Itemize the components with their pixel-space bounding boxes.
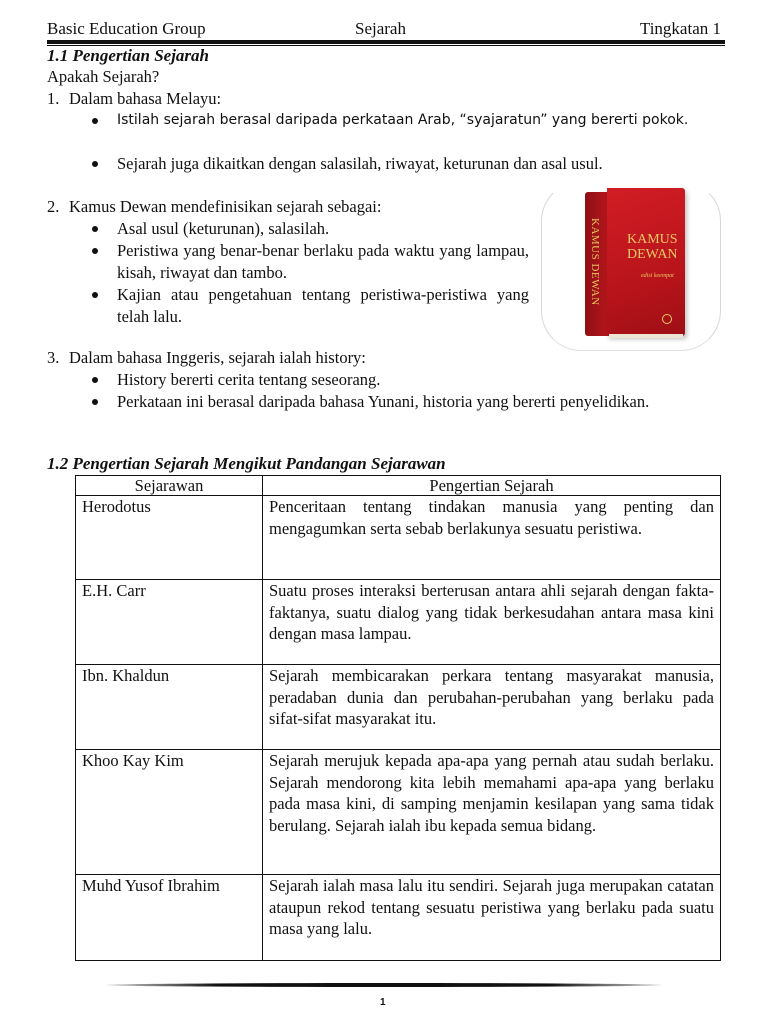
- table-row: [76, 750, 721, 875]
- item-1-bullet-2: Sejarah juga dikaitkan dengan salasilah, riwayat, keturunan dan asal usul.: [117, 154, 603, 173]
- book-cover: [607, 188, 685, 336]
- item-2: [47, 196, 382, 217]
- bullet-dot: [92, 248, 98, 254]
- item-3: [47, 347, 366, 368]
- historian-name: Muhd Yusof Ibrahim: [76, 875, 263, 961]
- item-2-number: 2.: [47, 197, 60, 216]
- historian-name: Herodotus: [76, 496, 263, 580]
- bullet-dot: [92, 226, 98, 232]
- table-row: [76, 496, 721, 580]
- bullet-dot: [92, 118, 98, 124]
- item-1-heading: Dalam bahasa Melayu:: [69, 89, 222, 108]
- item-3-bullet-2: Perkataan ini berasal daripada bahasa Yunani, historia yang bererti penyelidikan.: [117, 392, 650, 411]
- history-definition: Sejarah membicarakan perkara tentang masyarakat manusia, peradaban dunia dan perubahan-perubahan yang berlaku pada sifat-sifat masyarakat itu.: [263, 665, 721, 750]
- book-seal-icon: [662, 314, 672, 324]
- page-header: [47, 16, 721, 40]
- section-title-1-1: 1.1 Pengertian Sejarah: [47, 46, 209, 65]
- history-definition: Sejarah merujuk kepada apa-apa yang pernah atau sudah berlaku. Sejarah mendorong kita lebih memahami apa-apa yang berlaku pada masa kini, di samping menjamin kesilapan yang sama tidak berulang. Sejarah ialah ibu kepada semua bidang.: [263, 750, 721, 875]
- header-subject: Sejarah: [355, 19, 406, 38]
- table-header-definition: Pengertian Sejarah: [263, 476, 721, 496]
- item-3-heading: Dalam bahasa Inggeris, sejarah ialah history:: [69, 348, 366, 367]
- book-cover-title: KAMUS DEWAN: [627, 232, 678, 262]
- book-spine-text: KAMUS DEWAN: [589, 218, 601, 306]
- table-row: [76, 580, 721, 665]
- item-2-bullet-3: Kajian atau pengetahuan tentang peristiwa-peristiwa yang telah lalu.: [117, 285, 529, 326]
- table-row: [76, 665, 721, 750]
- item-1: [47, 88, 222, 109]
- book-pages: [609, 334, 683, 338]
- kamus-dewan-book-image: [585, 188, 687, 338]
- historian-name: E.H. Carr: [76, 580, 263, 665]
- table-header-historian: Sejarawan: [76, 476, 263, 496]
- bullet-dot: [92, 377, 98, 383]
- historians-table: [75, 475, 721, 961]
- bullet-dot: [92, 292, 98, 298]
- item-3-bullet-1: History bererti cerita tentang seseorang.: [117, 370, 381, 389]
- history-definition: Sejarah ialah masa lalu itu sendiri. Sejarah juga merupakan catatan ataupun rekod tentang sesuatu peristiwa yang berlaku pada suatu masa yang lalu.: [263, 875, 721, 961]
- header-level: Tingkatan 1: [639, 19, 721, 38]
- item-1-bullet-1: Istilah sejarah berasal daripada perkataan Arab, “syajaratun” yang bererti pokok.: [117, 112, 689, 128]
- history-definition: Suatu proses interaksi berterusan antara ahli sejarah dengan fakta-faktanya, suatu dialog yang tidak berkesudahan antara masa kini dengan masa lampau.: [263, 580, 721, 665]
- section-title-1-2: 1.2 Pengertian Sejarah Mengikut Pandangan Sejarawan: [47, 454, 446, 473]
- table-header-row: [76, 476, 721, 496]
- table-row: [76, 875, 721, 961]
- footer-divider: [107, 983, 661, 987]
- item-2-heading: Kamus Dewan mendefinisikan sejarah sebagai:: [69, 197, 382, 216]
- section-question: Apakah Sejarah?: [47, 67, 160, 86]
- item-2-bullet-2: Peristiwa yang benar-benar berlaku pada waktu yang lampau, kisah, riwayat dan tambo.: [117, 241, 529, 282]
- book-cover-subtitle: edisi keempat: [641, 273, 674, 279]
- item-1-number: 1.: [47, 89, 60, 108]
- book-spine: [585, 192, 607, 336]
- historian-name: Khoo Kay Kim: [76, 750, 263, 875]
- history-definition: Penceritaan tentang tindakan manusia yang penting dan mengagumkan serta sebab berlakunya sesuatu peristiwa.: [263, 496, 721, 580]
- header-publisher: Basic Education Group: [47, 19, 206, 38]
- header-divider: [47, 40, 725, 44]
- bullet-dot: [92, 399, 98, 405]
- page-number: 1: [380, 997, 386, 1008]
- historian-name: Ibn. Khaldun: [76, 665, 263, 750]
- bullet-dot: [92, 161, 98, 167]
- item-3-number: 3.: [47, 348, 60, 367]
- item-2-bullet-1: Asal usul (keturunan), salasilah.: [117, 219, 330, 238]
